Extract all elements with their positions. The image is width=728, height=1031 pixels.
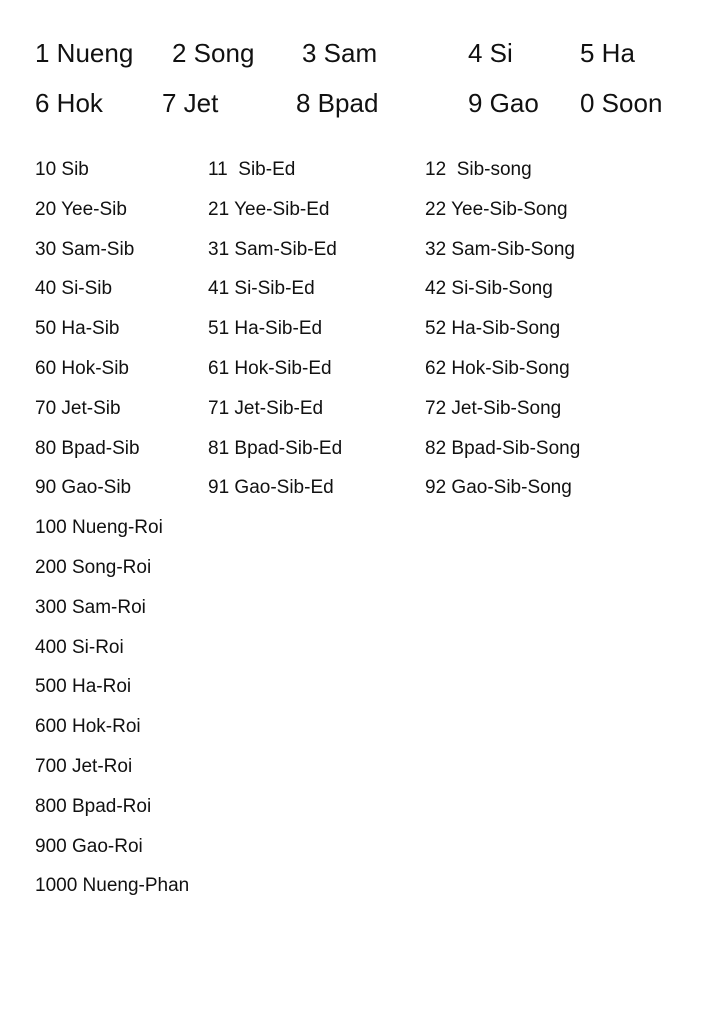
digit-entry: 2 Song (172, 38, 255, 68)
number-entry: 200 Song-Roi (35, 556, 152, 578)
number-row (0, 192, 728, 232)
number-row (0, 391, 728, 431)
number-row (0, 311, 728, 351)
number-entry: 1000 Nueng-Phan (35, 875, 190, 897)
number-row (0, 152, 728, 192)
digit-entry: 4 Si (468, 38, 513, 68)
number-entry: 700 Jet-Roi (35, 755, 133, 777)
number-entry: 62 Hok-Sib-Song (425, 357, 570, 379)
number-entry: 71 Jet-Sib-Ed (208, 397, 324, 419)
number-entry: 81 Bpad-Sib-Ed (208, 437, 343, 459)
number-entry: 800 Bpad-Roi (35, 795, 152, 817)
number-row (0, 709, 728, 749)
number-entry: 600 Hok-Roi (35, 716, 141, 738)
number-row (0, 749, 728, 789)
number-entry: 32 Sam-Sib-Song (425, 238, 575, 260)
number-row (0, 868, 728, 908)
number-list (0, 152, 728, 908)
number-entry: 41 Si-Sib-Ed (208, 278, 315, 300)
number-entry: 92 Gao-Sib-Song (425, 477, 572, 499)
number-row (0, 232, 728, 272)
number-row (0, 829, 728, 869)
number-entry: 22 Yee-Sib-Song (425, 198, 568, 220)
number-row (0, 470, 728, 510)
number-entry: 42 Si-Sib-Song (425, 278, 553, 300)
number-entry: 21 Yee-Sib-Ed (208, 198, 330, 220)
number-entry: 31 Sam-Sib-Ed (208, 238, 337, 260)
number-entry: 500 Ha-Roi (35, 676, 132, 698)
number-entry: 91 Gao-Sib-Ed (208, 477, 334, 499)
number-entry: 400 Si-Roi (35, 636, 124, 658)
number-row (0, 630, 728, 670)
number-entry: 70 Jet-Sib (35, 397, 121, 419)
number-entry: 51 Ha-Sib-Ed (208, 318, 323, 340)
number-entry: 61 Hok-Sib-Ed (208, 357, 332, 379)
number-entry: 60 Hok-Sib (35, 357, 129, 379)
number-entry: 30 Sam-Sib (35, 238, 135, 260)
number-entry: 40 Si-Sib (35, 278, 113, 300)
number-entry: 100 Nueng-Roi (35, 517, 163, 539)
number-entry: 10 Sib (35, 159, 89, 180)
number-entry: 52 Ha-Sib-Song (425, 318, 561, 340)
digit-entry: 6 Hok (35, 88, 103, 118)
digit-entry: 8 Bpad (296, 88, 379, 118)
number-row (0, 510, 728, 550)
number-entry: 50 Ha-Sib (35, 318, 120, 340)
number-row (0, 590, 728, 630)
number-entry: 20 Yee-Sib (35, 198, 127, 220)
digits-row-1 (0, 33, 728, 73)
number-entry: 80 Bpad-Sib (35, 437, 140, 459)
digit-entry: 7 Jet (162, 88, 219, 118)
number-entry: 300 Sam-Roi (35, 596, 146, 618)
digit-entry: 9 Gao (468, 88, 539, 118)
number-entry: 82 Bpad-Sib-Song (425, 437, 581, 459)
number-entry: 11 Sib-Ed (208, 159, 296, 180)
digit-entry: 1 Nueng (35, 38, 134, 68)
number-row (0, 431, 728, 471)
number-row (0, 271, 728, 311)
digit-entry: 3 Sam (302, 38, 378, 68)
number-row (0, 550, 728, 590)
number-entry: 900 Gao-Roi (35, 835, 143, 857)
number-row (0, 351, 728, 391)
number-row (0, 669, 728, 709)
number-row (0, 789, 728, 829)
number-entry: 72 Jet-Sib-Song (425, 397, 562, 419)
digit-entry: 0 Soon (580, 88, 663, 118)
number-entry: 90 Gao-Sib (35, 477, 132, 499)
number-entry: 12 Sib-song (425, 159, 532, 180)
digit-entry: 5 Ha (580, 38, 635, 68)
digits-row-2 (0, 83, 728, 123)
